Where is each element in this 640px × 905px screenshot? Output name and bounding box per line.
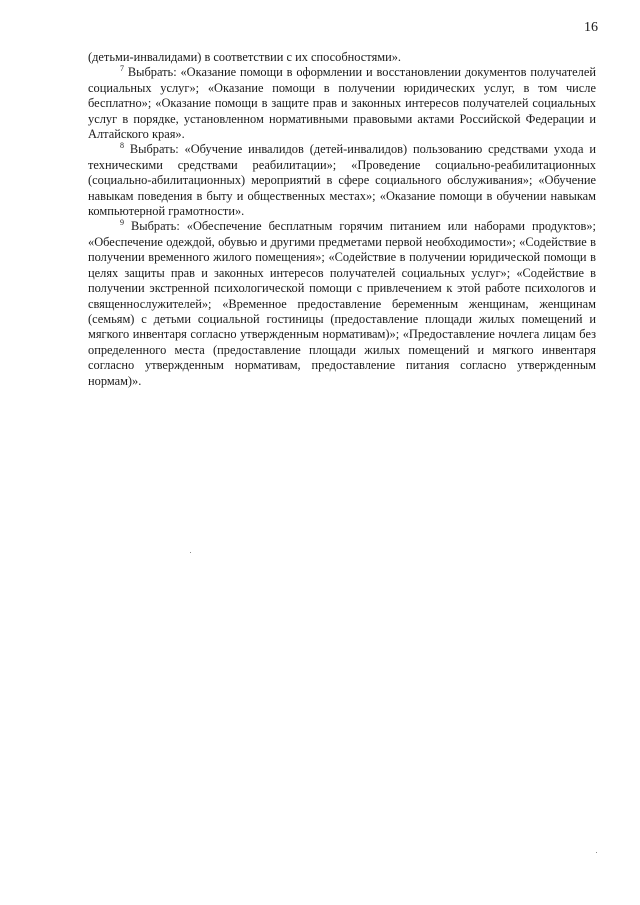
footnote-marker: 8	[120, 141, 124, 151]
footnote-8	[88, 142, 596, 219]
paragraph-text: Выбрать: «Оказание помощи в оформлении и восстановлении документов получателей социальных услуг»; «Оказание помощи в получении юридических услуг, в том числе бесплатно»; «Оказание помощи в защите прав и законных интересов получателей социальных услуг в порядке, установленном нормативными правовыми актами Российской Федерации и Алтайского края».	[88, 65, 596, 142]
footnote-marker: 7	[120, 64, 124, 74]
footnote-9	[88, 219, 596, 388]
paragraph-text: Выбрать: «Обучение инвалидов (детей-инвалидов) пользованию средствами ухода и техническими средствами реабилитации»; «Проведение социально-реабилитационных (социально-абилитационных) мероприятий в сфере социального обслуживания»; «Обучение навыкам поведения в быту и общественных местах»; «Оказание помощи в обучении навыкам компьютерной грамотности».	[88, 142, 596, 219]
paragraph-text: (детьми-инвалидами) в соответствии с их способностями».	[88, 50, 402, 64]
scan-artifact	[190, 552, 191, 553]
footnote-7	[88, 65, 596, 142]
footnote-marker: 9	[120, 218, 124, 228]
page-number: 16	[584, 20, 598, 35]
scan-artifact	[596, 852, 597, 853]
footnotes-text	[88, 50, 596, 389]
footnote-continuation	[88, 50, 596, 65]
paragraph-text: Выбрать: «Обеспечение бесплатным горячим питанием или наборами продуктов»; «Обеспечение одеждой, обувью и другими предметами первой необходимости»; «Содействие в получении временного жилого помещения»; «Содействие в получении юридической помощи в целях защиты прав и законных интересов получателей социальных услуг»; «Содействие в получении экстренной психологической помощи с привлечением к этой работе психологов и священнослужителей»; «Временное предоставление беременным женщинам, женщинам (семьям) с детьми социальной гостиницы (предоставление площади жилых помещений и мягкого инвентаря согласно утвержденным нормативам)»; «Предоставление ночлега лицам без определенного места (предоставление площади жилых помещений и мягкого инвентаря согласно утвержденным нормативам, предоставление питания согласно утвержденным нормам)».	[88, 219, 596, 388]
